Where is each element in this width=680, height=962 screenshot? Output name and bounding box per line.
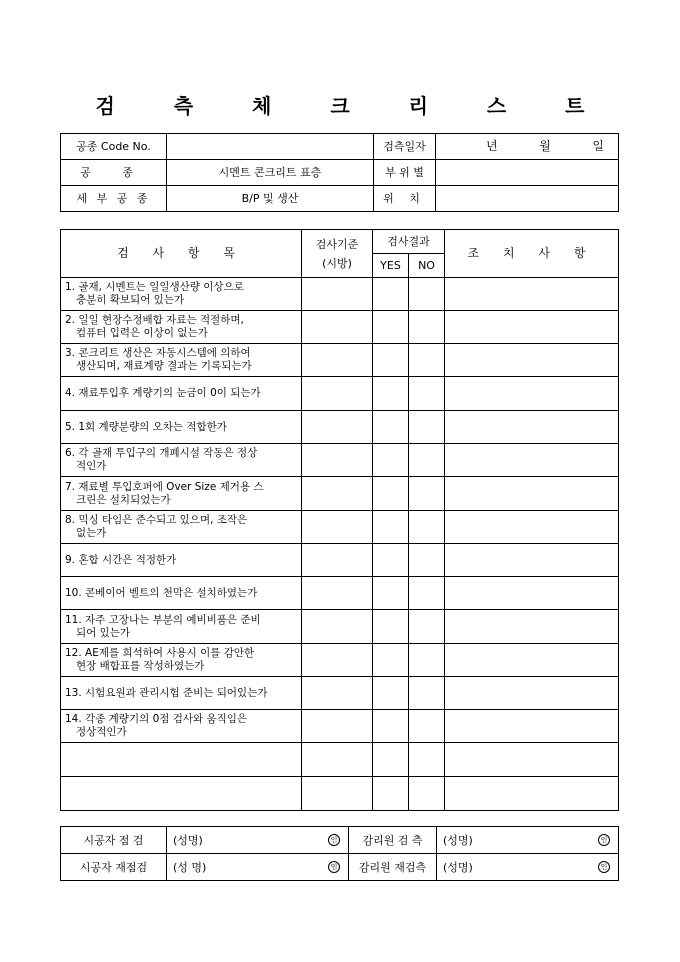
- col-standard-line2: (시방): [322, 256, 352, 270]
- action-cell[interactable]: [445, 477, 619, 511]
- check-item-text: 11. 자주 고장나는 부분의 예비비품은 준비 되어 있는가: [61, 610, 302, 644]
- no-cell[interactable]: [409, 710, 445, 743]
- detail-value[interactable]: B/P 및 생산: [167, 186, 374, 212]
- contractor-name-label: (성명): [173, 833, 203, 847]
- col-yes-header: YES: [373, 254, 409, 278]
- location-label: 위 치: [374, 186, 436, 212]
- action-cell[interactable]: [445, 377, 619, 411]
- date-value[interactable]: [436, 134, 619, 160]
- standard-cell[interactable]: [302, 311, 373, 344]
- action-cell[interactable]: [445, 610, 619, 644]
- standard-cell[interactable]: [302, 278, 373, 311]
- yes-cell[interactable]: [373, 577, 409, 610]
- checklist-header-row-1: [61, 230, 619, 254]
- yes-cell[interactable]: [373, 477, 409, 511]
- checklist-row: [61, 477, 619, 511]
- info-row-detail: [61, 186, 619, 212]
- action-cell[interactable]: [445, 544, 619, 577]
- check-item-text: 3. 콘크리트 생산은 자동시스템에 의하여 생산되며, 재료계량 결과는 기록되는가: [61, 344, 302, 377]
- check-item-text: 7. 재료별 투입호퍼에 Over Size 제거용 스 크린은 설치되었는가: [61, 477, 302, 511]
- no-cell[interactable]: [409, 411, 445, 444]
- work-label: 공 종: [61, 160, 167, 186]
- action-cell[interactable]: [445, 344, 619, 377]
- yes-cell[interactable]: [373, 444, 409, 477]
- contractor-name-label: (성 명): [173, 860, 207, 874]
- standard-cell[interactable]: [302, 511, 373, 544]
- checklist-row: [61, 311, 619, 344]
- seal-icon: 인: [328, 861, 340, 873]
- checklist-row: [61, 278, 619, 311]
- contractor-check-sign[interactable]: [167, 827, 349, 854]
- supervisor-reinspect-label: 감리원 재검측: [349, 854, 437, 881]
- checklist-row: [61, 344, 619, 377]
- supervisor-name-label: (성명): [443, 860, 473, 874]
- no-cell[interactable]: [409, 477, 445, 511]
- col-no-header: NO: [409, 254, 445, 278]
- check-item-text: 12. AE제를 희석하여 사용시 이를 감안한 현장 배합표를 작성하였는가: [61, 644, 302, 677]
- check-item-text[interactable]: [61, 777, 302, 811]
- checklist-row: [61, 677, 619, 710]
- checklist-row: [61, 644, 619, 677]
- standard-cell[interactable]: [302, 444, 373, 477]
- checklist-row: [61, 511, 619, 544]
- check-item-text: 10. 콘베이어 벨트의 천막은 설치하였는가: [61, 577, 302, 610]
- standard-cell[interactable]: [302, 743, 373, 777]
- code-label: 공종 Code No.: [61, 134, 167, 160]
- checklist-table: [60, 229, 619, 811]
- checklist-row: [61, 610, 619, 644]
- yes-cell[interactable]: [373, 511, 409, 544]
- no-cell[interactable]: [409, 777, 445, 811]
- no-cell[interactable]: [409, 344, 445, 377]
- check-item-text: 6. 각 골재 투입구의 개폐시설 작동은 정상 적인가: [61, 444, 302, 477]
- date-year-label: 년: [486, 139, 498, 153]
- contractor-recheck-sign[interactable]: [167, 854, 349, 881]
- location-value[interactable]: [436, 186, 619, 212]
- standard-cell[interactable]: [302, 710, 373, 743]
- checklist-row: [61, 377, 619, 411]
- date-day-label: 일: [592, 139, 604, 153]
- checklist-row-blank: [61, 777, 619, 811]
- checklist-row: [61, 411, 619, 444]
- contractor-check-label: 시공자 점 검: [61, 827, 167, 854]
- detail-label: 세 부 공 종: [61, 186, 167, 212]
- yes-cell[interactable]: [373, 544, 409, 577]
- check-item-text: 2. 일일 현장수정배합 자료는 적절하며, 컴퓨터 입력은 이상이 없는가: [61, 311, 302, 344]
- check-item-text: 5. 1회 계량분량의 오차는 적합한가: [61, 411, 302, 444]
- no-cell[interactable]: [409, 743, 445, 777]
- part-value[interactable]: [436, 160, 619, 186]
- col-item-header: 검 사 항 목: [61, 230, 302, 278]
- yes-cell[interactable]: [373, 743, 409, 777]
- yes-cell[interactable]: [373, 278, 409, 311]
- standard-cell[interactable]: [302, 544, 373, 577]
- no-cell[interactable]: [409, 644, 445, 677]
- action-cell[interactable]: [445, 278, 619, 311]
- check-item-text: 8. 믹싱 타임은 준수되고 있으며, 조작은 없는가: [61, 511, 302, 544]
- supervisor-name-label: (성명): [443, 833, 473, 847]
- action-cell[interactable]: [445, 311, 619, 344]
- checklist-row: [61, 710, 619, 743]
- standard-cell[interactable]: [302, 777, 373, 811]
- action-cell[interactable]: [445, 743, 619, 777]
- col-result-header: 검사결과: [373, 230, 445, 254]
- check-item-text: 4. 재료투입후 계량기의 눈금이 0이 되는가: [61, 377, 302, 411]
- seal-icon: 인: [598, 861, 610, 873]
- standard-cell[interactable]: [302, 411, 373, 444]
- supervisor-inspect-sign[interactable]: [437, 827, 619, 854]
- checklist-row: [61, 544, 619, 577]
- checklist-row: [61, 444, 619, 477]
- yes-cell[interactable]: [373, 610, 409, 644]
- action-cell[interactable]: [445, 444, 619, 477]
- info-row-work: [61, 160, 619, 186]
- col-action-header: 조 치 사 항: [445, 230, 619, 278]
- yes-cell[interactable]: [373, 377, 409, 411]
- check-item-text: 14. 각종 계량기의 0점 검사와 움직임은 정상적인가: [61, 710, 302, 743]
- action-cell[interactable]: [445, 577, 619, 610]
- signature-table: [60, 826, 619, 881]
- action-cell[interactable]: [445, 411, 619, 444]
- seal-icon: 인: [328, 834, 340, 846]
- action-cell[interactable]: [445, 677, 619, 710]
- checklist-row: [61, 577, 619, 610]
- part-label: 부 위 별: [374, 160, 436, 186]
- no-cell[interactable]: [409, 544, 445, 577]
- code-value[interactable]: [167, 134, 374, 160]
- signature-row-1: [61, 827, 619, 854]
- no-cell[interactable]: [409, 311, 445, 344]
- yes-cell[interactable]: [373, 710, 409, 743]
- date-month-label: 월: [539, 139, 551, 153]
- supervisor-reinspect-sign[interactable]: [437, 854, 619, 881]
- date-label: 검측일자: [374, 134, 436, 160]
- col-standard-header: [302, 230, 373, 278]
- seal-icon: 인: [598, 834, 610, 846]
- no-cell[interactable]: [409, 444, 445, 477]
- action-cell[interactable]: [445, 511, 619, 544]
- standard-cell[interactable]: [302, 577, 373, 610]
- no-cell[interactable]: [409, 278, 445, 311]
- checklist-row-blank: [61, 743, 619, 777]
- yes-cell[interactable]: [373, 411, 409, 444]
- check-item-text: 13. 시험요원과 관리시험 준비는 되어있는가: [61, 677, 302, 710]
- yes-cell[interactable]: [373, 677, 409, 710]
- standard-cell[interactable]: [302, 677, 373, 710]
- standard-cell[interactable]: [302, 377, 373, 411]
- check-item-text: 1. 골재, 시멘트는 일일생산량 이상으로 충분히 확보되어 있는가: [61, 278, 302, 311]
- no-cell[interactable]: [409, 577, 445, 610]
- yes-cell[interactable]: [373, 644, 409, 677]
- action-cell[interactable]: [445, 777, 619, 811]
- no-cell[interactable]: [409, 610, 445, 644]
- signature-row-2: [61, 854, 619, 881]
- no-cell[interactable]: [409, 377, 445, 411]
- standard-cell[interactable]: [302, 610, 373, 644]
- info-row-code: [61, 134, 619, 160]
- no-cell[interactable]: [409, 677, 445, 710]
- yes-cell[interactable]: [373, 311, 409, 344]
- yes-cell[interactable]: [373, 777, 409, 811]
- info-table: [60, 133, 619, 212]
- supervisor-inspect-label: 감리원 검 측: [349, 827, 437, 854]
- yes-cell[interactable]: [373, 344, 409, 377]
- check-item-text: 9. 혼합 시간은 적정한가: [61, 544, 302, 577]
- work-value[interactable]: 시멘트 콘크리트 표층: [167, 160, 374, 186]
- no-cell[interactable]: [409, 511, 445, 544]
- standard-cell[interactable]: [302, 644, 373, 677]
- col-standard-line1: 검사기준: [315, 237, 359, 251]
- check-item-text[interactable]: [61, 743, 302, 777]
- action-cell[interactable]: [445, 710, 619, 743]
- contractor-recheck-label: 시공자 재점검: [61, 854, 167, 881]
- standard-cell[interactable]: [302, 344, 373, 377]
- action-cell[interactable]: [445, 644, 619, 677]
- document-title: 검 측 체 크 리 스 트: [95, 94, 611, 118]
- standard-cell[interactable]: [302, 477, 373, 511]
